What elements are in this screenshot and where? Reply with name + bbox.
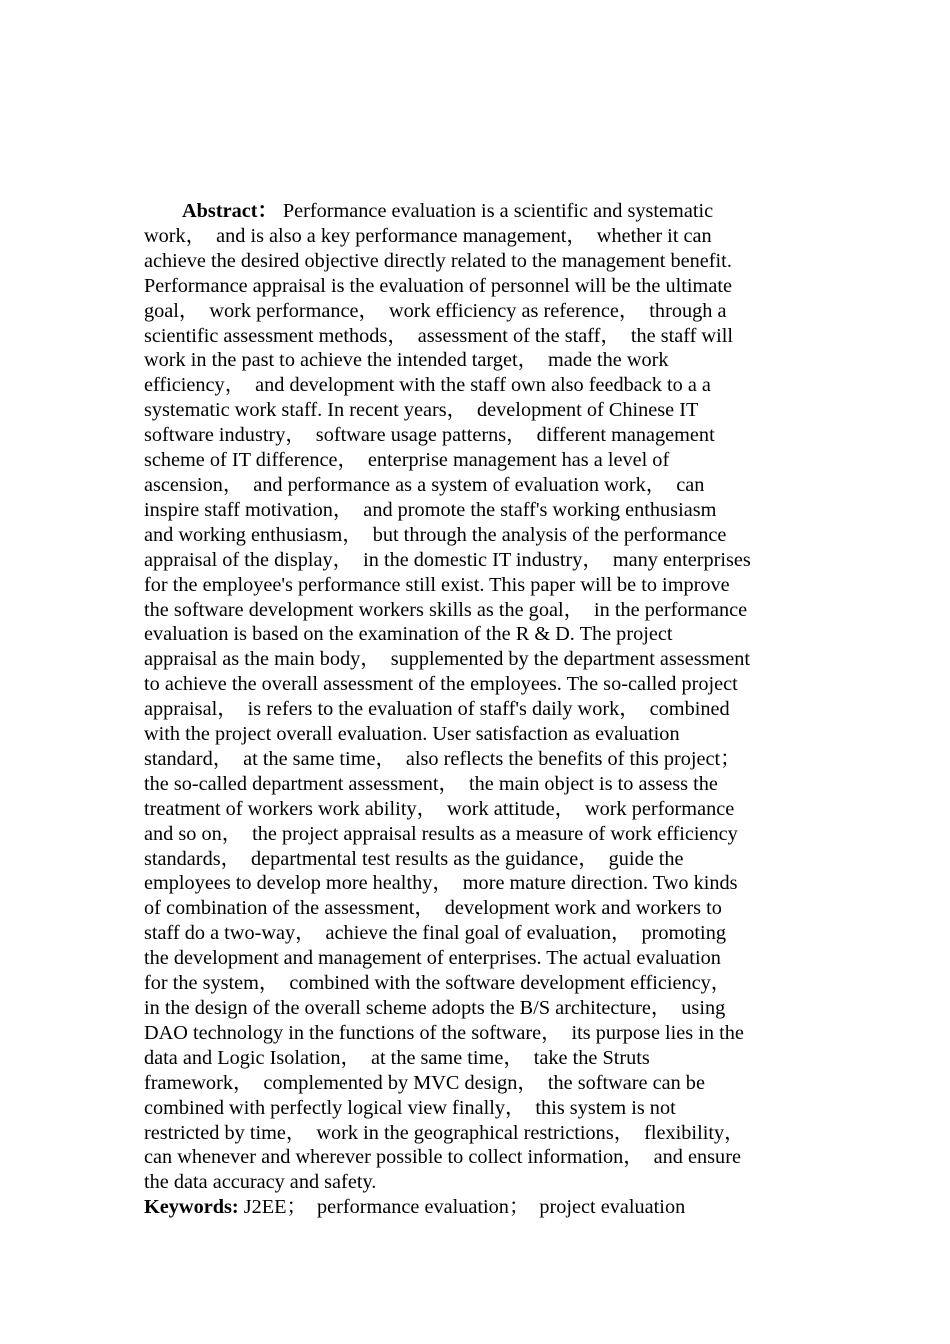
abstract-line: to achieve the overall assessment of the employees. The so-called project bbox=[144, 673, 738, 696]
abstract-first-line bbox=[144, 199, 751, 224]
abstract-line: appraisal， is refers to the evaluation of staff's daily work， combined bbox=[144, 698, 730, 721]
keywords-line bbox=[144, 1195, 751, 1220]
abstract-line: the so-called department assessment， the main object is to assess the bbox=[144, 772, 718, 795]
abstract-line: software industry， software usage patterns， different management bbox=[144, 424, 715, 447]
abstract-line: the development and management of enterprises. The actual evaluation bbox=[144, 947, 721, 970]
abstract-line: in the design of the overall scheme adopts the B/S architecture， using bbox=[144, 997, 726, 1019]
abstract-line: work， and is also a key performance management， whether it can bbox=[144, 224, 712, 247]
abstract-line: with the project overall evaluation. User satisfaction as evaluation bbox=[144, 723, 680, 746]
abstract-line: systematic work staff. In recent years， development of Chinese IT bbox=[144, 399, 699, 422]
abstract-line: of combination of the assessment， development work and workers to bbox=[144, 897, 722, 920]
abstract-line: restricted by time， work in the geographical restrictions， flexibility， bbox=[144, 1121, 745, 1144]
abstract-line: and so on， the project appraisal results as a measure of work efficiency bbox=[144, 822, 738, 845]
abstract-line: standards， departmental test results as the guidance， guide the bbox=[144, 847, 684, 870]
abstract-line: and working enthusiasm， but through the analysis of the performance bbox=[144, 523, 727, 546]
abstract-line: framework， complemented by MVC design， the software can be bbox=[144, 1071, 705, 1094]
abstract-line: Performance evaluation is a scientific and systematic bbox=[277, 200, 714, 222]
abstract-section bbox=[144, 199, 751, 1220]
abstract-line: staff do a two-way， achieve the final goal of evaluation， promoting bbox=[144, 922, 726, 945]
abstract-line: the data accuracy and safety. bbox=[144, 1171, 377, 1194]
abstract-line: scientific assessment methods， assessment of the staff， the staff will bbox=[144, 324, 733, 347]
abstract-line: achieve the desired objective directly related to the management benefit. bbox=[144, 249, 732, 272]
abstract-line: data and Logic Isolation， at the same time， take the Struts bbox=[144, 1046, 650, 1069]
abstract-line: appraisal as the main body， supplemented by the department assessment bbox=[144, 648, 751, 671]
abstract-line: efficiency， and development with the staff own also feedback to a a bbox=[144, 374, 711, 397]
abstract-line: work in the past to achieve the intended target， made the work bbox=[144, 349, 669, 372]
abstract-label: Abstract： bbox=[182, 200, 278, 222]
abstract-line: standard， at the same time， also reflects the benefits of this project； bbox=[144, 747, 741, 770]
abstract-line: can whenever and wherever possible to collect information， and ensure bbox=[144, 1146, 741, 1169]
abstract-line: evaluation is based on the examination of the R & D. The project bbox=[144, 623, 673, 646]
abstract-line: appraisal of the display， in the domestic IT industry， many enterprises bbox=[144, 548, 751, 571]
keywords-text: J2EE； performance evaluation； project evaluation bbox=[238, 1196, 686, 1219]
abstract-line: combined with perfectly logical view finally， this system is not bbox=[144, 1096, 676, 1119]
abstract-line: employees to develop more healthy， more mature direction. Two kinds bbox=[144, 872, 738, 895]
keywords-label: Keywords: bbox=[144, 1196, 239, 1219]
abstract-line: inspire staff motivation， and promote the staff's working enthusiasm bbox=[144, 498, 717, 521]
abstract-line: treatment of workers work ability， work attitude， work performance bbox=[144, 797, 735, 820]
abstract-line: goal， work performance， work efficiency as reference， through a bbox=[144, 299, 727, 322]
abstract-line: scheme of IT difference， enterprise management has a level of bbox=[144, 449, 670, 472]
abstract-line: for the employee's performance still exist. This paper will be to improve bbox=[144, 573, 730, 596]
abstract-line: DAO technology in the functions of the software， its purpose lies in the bbox=[144, 1021, 744, 1044]
abstract-line: for the system， combined with the software development efficiency， bbox=[144, 972, 732, 995]
abstract-line: the software development workers skills as the goal， in the performance bbox=[144, 598, 748, 621]
abstract-line: ascension， and performance as a system of evaluation work， can bbox=[144, 473, 705, 496]
abstract-line: Performance appraisal is the evaluation of personnel will be the ultimate bbox=[144, 274, 732, 297]
